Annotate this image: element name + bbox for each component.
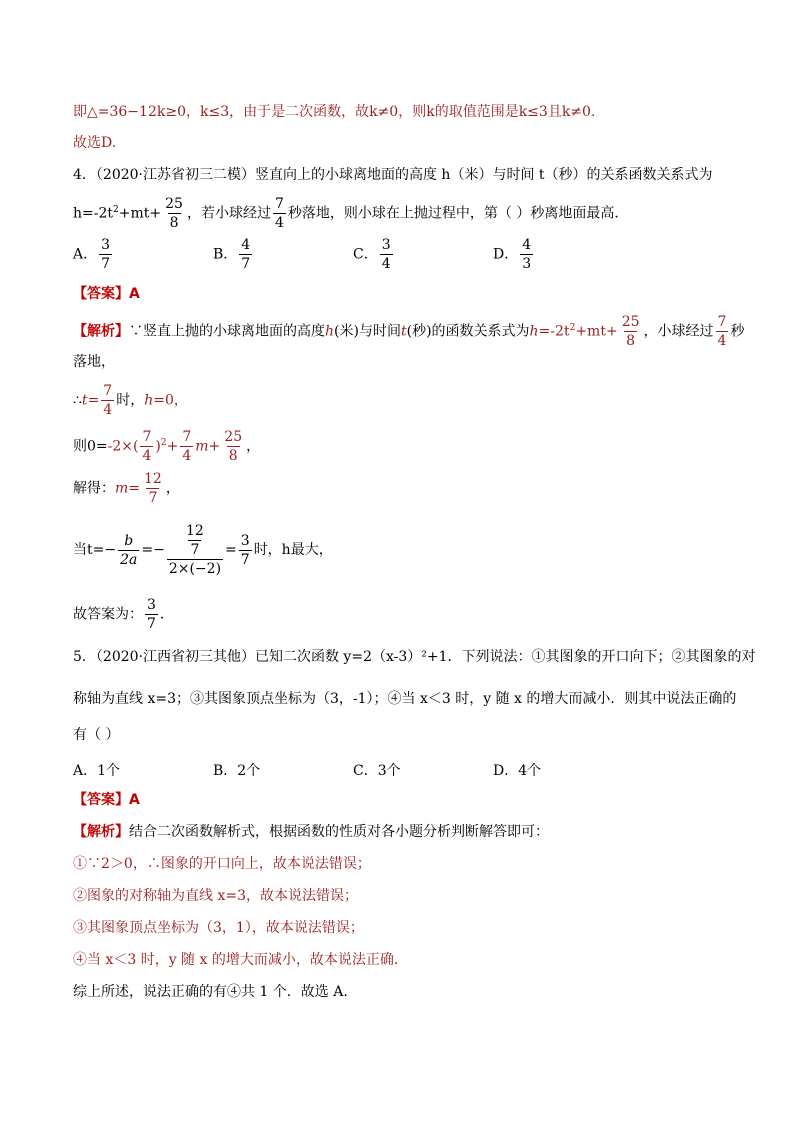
q4-text-4: 秒落地，则小球在上抛过程中，第（ ）秒离地面最高． bbox=[287, 205, 629, 222]
denominator: 4 bbox=[717, 333, 727, 350]
text: (秒)的函数关系式为 bbox=[406, 323, 530, 340]
text: ，小球经过 bbox=[643, 323, 714, 340]
text: 时，h最大， bbox=[253, 542, 333, 558]
fraction-7-4 bbox=[180, 428, 193, 465]
expr: + bbox=[166, 438, 179, 455]
q5-stem-line-1: 5．（2020·江西省初三其他）已知二次函数 y=2（x-3）²+1．下列说法：①其图象的开口向下；②其图象的对 bbox=[73, 649, 756, 665]
fraction-4-7 bbox=[239, 236, 252, 273]
fraction-3-7 bbox=[239, 532, 252, 569]
q4-option-d[interactable] bbox=[493, 236, 535, 273]
q5-stem-line-3: 有（ ） bbox=[73, 727, 120, 743]
exponent: 2 bbox=[160, 438, 167, 448]
var-t: t bbox=[400, 323, 407, 340]
q4-option-a[interactable] bbox=[73, 236, 114, 273]
text: = bbox=[225, 542, 237, 558]
option-label: B． bbox=[213, 246, 238, 263]
option-label: D． bbox=[493, 246, 519, 263]
fraction-25-8 bbox=[620, 313, 642, 350]
q5-explanation-line-3: ②图象的对称轴为直线 x=3，故本说法错误； bbox=[73, 888, 358, 904]
q4-explanation-line-3 bbox=[73, 382, 188, 419]
denominator: 4 bbox=[182, 448, 192, 465]
q4-explanation-line-4 bbox=[73, 425, 260, 465]
explanation-tag: 【解析】 bbox=[73, 824, 129, 840]
fraction-complex bbox=[167, 522, 223, 578]
q4-stem-line-1: 4．（2020·江苏省初三二模）竖直向上的小球离地面的高度 h（米）与时间 t（秒）的关系函数关系式为 bbox=[73, 167, 713, 183]
fraction-b-2a bbox=[118, 532, 139, 569]
text: 结合二次函数解析式，根据函数的性质对各小题分析判断解答即可： bbox=[129, 824, 549, 840]
q5-stem-line-2: 称轴为直线 x=3；③其图象顶点坐标为（3，-1）；④当 x＜3 时，y 随 x 的增大而减小．则其中说法正确的 bbox=[73, 691, 737, 707]
denominator: 8 bbox=[228, 448, 238, 465]
numerator: 4 bbox=[241, 237, 251, 253]
denominator: 8 bbox=[626, 333, 636, 350]
numerator bbox=[180, 522, 210, 559]
fraction-3-7 bbox=[145, 596, 158, 633]
q5-option-c[interactable]: C．3个 bbox=[353, 763, 401, 779]
numerator: 3 bbox=[240, 532, 250, 549]
var-m: m bbox=[115, 480, 129, 497]
option-label: C． bbox=[353, 246, 378, 263]
text: 则0= bbox=[73, 438, 108, 455]
q5-option-b[interactable]: B．2个 bbox=[213, 763, 261, 779]
numerator: 3 bbox=[147, 597, 156, 613]
numerator: b bbox=[124, 532, 134, 549]
text: 解得： bbox=[73, 480, 115, 497]
q4-answer: 【答案】A bbox=[73, 286, 140, 302]
denominator: 7 bbox=[147, 616, 156, 632]
text: ， bbox=[165, 480, 180, 497]
text: 时， bbox=[116, 392, 145, 409]
q5-explanation-line-1 bbox=[73, 823, 549, 841]
fraction-12-7 bbox=[184, 522, 206, 559]
numerator: 3 bbox=[381, 237, 391, 253]
fraction-7-4 bbox=[101, 382, 114, 419]
q5-answer: 【答案】A bbox=[73, 792, 140, 808]
var-h: h bbox=[529, 323, 539, 340]
denominator: 4 bbox=[274, 215, 284, 232]
numerator: 12 bbox=[144, 471, 162, 487]
q4-function-text: h=-2t bbox=[73, 205, 114, 222]
expr: +mt+ bbox=[575, 323, 618, 340]
numerator: 25 bbox=[165, 196, 183, 213]
expr: ) bbox=[155, 438, 161, 455]
q5-explanation-line-4: ③其图象顶点坐标为（3，1），故本说法错误； bbox=[73, 920, 364, 936]
equals: = bbox=[128, 480, 141, 497]
denominator: 3 bbox=[522, 256, 532, 272]
numerator: 25 bbox=[224, 429, 243, 446]
fraction-7-4 bbox=[716, 313, 729, 350]
denominator: 7 bbox=[101, 256, 111, 272]
solution-line-1: 即△=36−12k≥0，k≤3，由于是二次函数，故k≠0，则k的取值范围是k≤3且k≠0. bbox=[73, 104, 596, 120]
q4-function-text-2: +mt+ bbox=[118, 205, 162, 222]
text: ． bbox=[159, 606, 174, 623]
fraction-3-7 bbox=[99, 236, 112, 273]
expr: m+ bbox=[195, 438, 221, 455]
fraction-4-3 bbox=[520, 236, 533, 273]
text: =− bbox=[141, 542, 165, 558]
denominator: 2a bbox=[120, 551, 138, 568]
q4-stem-line-2 bbox=[73, 192, 628, 232]
fraction-7-4 bbox=[273, 195, 286, 232]
q4-explanation-line-5 bbox=[73, 470, 180, 507]
expr: -2×( bbox=[107, 438, 139, 455]
text: ∵竖直上抛的小球离地面的高度 bbox=[129, 323, 325, 340]
numerator: 7 bbox=[182, 429, 192, 446]
q4-explanation-line-2: 落地， bbox=[73, 354, 115, 370]
denominator: 4 bbox=[142, 448, 152, 465]
q4-option-c[interactable] bbox=[353, 236, 395, 273]
denominator: 2×(−2) bbox=[168, 561, 222, 577]
q5-explanation-line-6: 综上所述，说法正确的有④共 1 个．故选 A． bbox=[73, 984, 358, 1000]
numerator: 7 bbox=[717, 314, 727, 331]
expr: =0， bbox=[153, 392, 188, 409]
fraction-12-7 bbox=[142, 470, 164, 507]
var-t: t bbox=[81, 392, 88, 409]
equals: = bbox=[87, 392, 100, 409]
denominator: 4 bbox=[103, 402, 113, 418]
fraction-25-8 bbox=[163, 195, 185, 232]
denominator: 7 bbox=[148, 490, 158, 506]
text: 秒 bbox=[730, 323, 745, 340]
fraction-25-8 bbox=[222, 428, 244, 465]
numerator: 12 bbox=[186, 523, 204, 539]
denominator: 4 bbox=[381, 256, 391, 272]
explanation-tag: 【解析】 bbox=[73, 323, 129, 340]
therefore-symbol: ∴ bbox=[73, 392, 82, 409]
q5-option-d[interactable]: D．4个 bbox=[493, 763, 542, 779]
fraction-7-4 bbox=[140, 428, 153, 465]
q4-explanation-line-7 bbox=[73, 596, 174, 633]
text: ， bbox=[246, 438, 261, 455]
denominator: 7 bbox=[240, 551, 250, 568]
numerator: 3 bbox=[101, 237, 111, 253]
q5-option-a[interactable]: A．1个 bbox=[73, 763, 121, 779]
text: 故答案为： bbox=[73, 606, 143, 623]
exponent: 2 bbox=[569, 323, 576, 333]
q4-option-b[interactable] bbox=[213, 236, 254, 273]
q4-explanation-line-6 bbox=[73, 520, 333, 580]
var-h: h bbox=[325, 323, 335, 340]
denominator: 7 bbox=[190, 542, 200, 558]
q5-explanation-line-2: ①∵2＞0，∴图象的开口向上，故本说法错误； bbox=[73, 856, 371, 872]
numerator: 7 bbox=[103, 383, 113, 399]
text: 当t=− bbox=[73, 542, 117, 558]
exponent: 2 bbox=[113, 205, 119, 215]
numerator: 25 bbox=[621, 314, 640, 331]
q4-text-3: ，若小球经过 bbox=[186, 205, 271, 222]
solution-line-2: 故选D. bbox=[73, 135, 117, 151]
option-label: A． bbox=[73, 246, 98, 263]
numerator: 7 bbox=[142, 429, 152, 446]
numerator: 4 bbox=[522, 237, 532, 253]
q4-explanation-line-1 bbox=[73, 310, 744, 350]
var-h: h bbox=[144, 392, 154, 409]
expr: =-2t bbox=[538, 323, 570, 340]
denominator: 7 bbox=[241, 256, 251, 272]
text: (米)与时间 bbox=[334, 323, 401, 340]
numerator: 7 bbox=[274, 196, 284, 213]
q5-explanation-line-5: ④当 x＜3 时，y 随 x 的增大而减小，故本说法正确． bbox=[73, 952, 408, 968]
denominator: 8 bbox=[169, 215, 179, 232]
fraction-3-4 bbox=[380, 236, 393, 273]
